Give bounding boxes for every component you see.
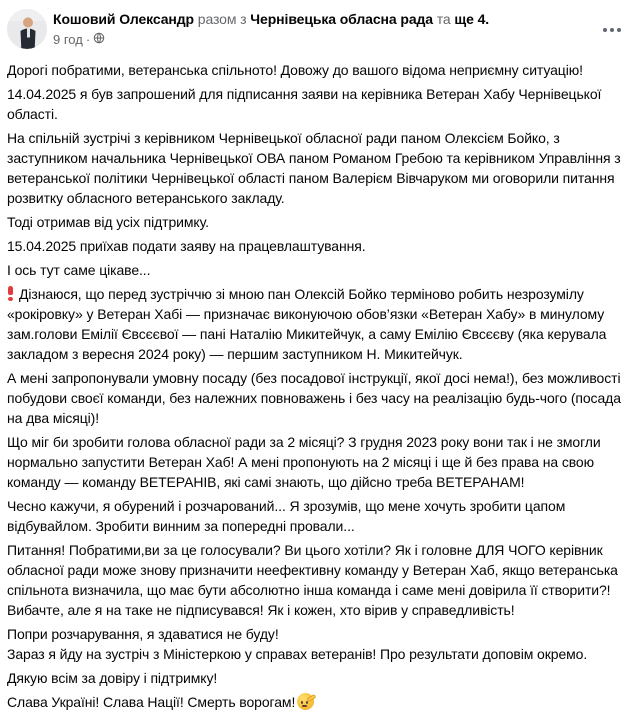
paragraph-text: Зараз я йду на зустріч з Міністеркою у справах ветеранів! Про результати доповім окремо. [7, 646, 588, 662]
post-paragraph: Дорогі побратими, ветеранська спільното! Довожу до вашого відома неприємну ситуацію! [7, 62, 583, 78]
paragraph-text: Попри розчарування, я здаватися не буду! [7, 626, 279, 642]
timestamp[interactable]: 9 год [53, 31, 83, 47]
post-paragraph: Чесно кажучи, я обурений і розчарований... Я зрозумів, що мене хочуть зробити цапом відбувайлом. Зробити винним за попередні провали... [7, 498, 566, 534]
post-text [7, 60, 629, 712]
post-paragraph: Питання! Побратими,ви за це голосували? Ви цього хотіли? Як і головне ДЛЯ ЧОГО керівник обласної ради може знову призначити неефективну команду у Ветеран Хаб, якщо ветеранська спільнота визначила, що має бути абсолютно інша команда і саме мені довірила її створити?! Вибачте, але я на таке не підписувався! Як і кожен, хто вірив у справедливість! [7, 542, 618, 618]
post-paragraph: Дякую всім за довіру і підтримку! [7, 670, 218, 686]
dot-icon [610, 28, 614, 32]
post-paragraph [7, 284, 629, 364]
header-text [53, 9, 489, 48]
dot-icon [617, 28, 621, 32]
paragraph-text: Слава Україні! Слава Нації! Смерть ворогам! [7, 694, 296, 710]
post-paragraph: 14.04.2025 я був запрошений для підписання заяви на керівника Ветеран Хабу Чернівецької області. [7, 86, 602, 122]
post-paragraph: Що міг би зробити голова обласної ради за 2 місяці? З грудня 2023 року вони так і не змогли нормально запустити Ветеран Хаб! А мені пропонують на 2 місяці і ще й без права на свою команду — команду ВЕТЕРАНІВ, які самі знають, що дійсно треба ВЕТЕРАНАМ! [7, 434, 601, 490]
byline-with-text: разом з [197, 11, 247, 27]
post-paragraph [7, 624, 629, 664]
salute-face-emoji [297, 693, 314, 710]
post-paragraph: І ось тут саме цікаве... [7, 262, 151, 278]
globe-icon [93, 31, 105, 48]
post-paragraph: 15.04.2025 приїхав подати заяву на працевлаштування. [7, 238, 366, 254]
more-options-button[interactable] [596, 18, 628, 42]
post-paragraph: Тоді отримав від усіх підтримку. [7, 214, 209, 230]
post-paragraph: А мені запропонували умовну посаду (без посадової інструкції, якої досі нема!), без можливості побудови своєї команди, без належних повноважень і без часу на реалізацію будь-чого (посада на два місяці)! [7, 370, 621, 426]
meta-separator: · [85, 31, 91, 47]
red-exclamation-icon [7, 286, 14, 301]
avatar-photo [7, 9, 47, 49]
author-name[interactable]: Кошовий Олександр [53, 11, 194, 27]
post-paragraph: На спільній зустрічі з керівником Чернівецької обласної ради паном Олексієм Бойко, з заступником начальника Чернівецької ОВА паном Романом Гребою та керівником Управління з ветеранської політики Чернівецької області паном Валерієм Вівчаруком ми оговорили питання розвитку обласного ветеранського закладу. [7, 130, 621, 206]
post-paragraph [7, 692, 629, 712]
post-header [7, 9, 629, 49]
post-meta [53, 30, 489, 48]
more-tagged-link[interactable]: ще 4. [454, 11, 490, 27]
paragraph-text: Дізнаюся, що перед зустріччю зі мною пан Олексій Бойко терміново робить незрозумілу «рокіровку» у Ветеран Хабі — призначає виконуючою обов’язки «Ветеран Хабу» в минулому зам.голови Емілії Євсєєвої — пані Наталію Микитейчук, а саму Емілію Євсєєву (яка керувала закладом з вересня 2024 року) — першим заступником Н. Микитейчук. [7, 286, 607, 362]
post-byline [53, 10, 489, 29]
avatar[interactable] [7, 9, 47, 49]
tagged-page-link[interactable]: Чернівецька обласна рада [250, 11, 433, 27]
byline-and-text: та [436, 11, 451, 27]
dot-icon [603, 28, 607, 32]
